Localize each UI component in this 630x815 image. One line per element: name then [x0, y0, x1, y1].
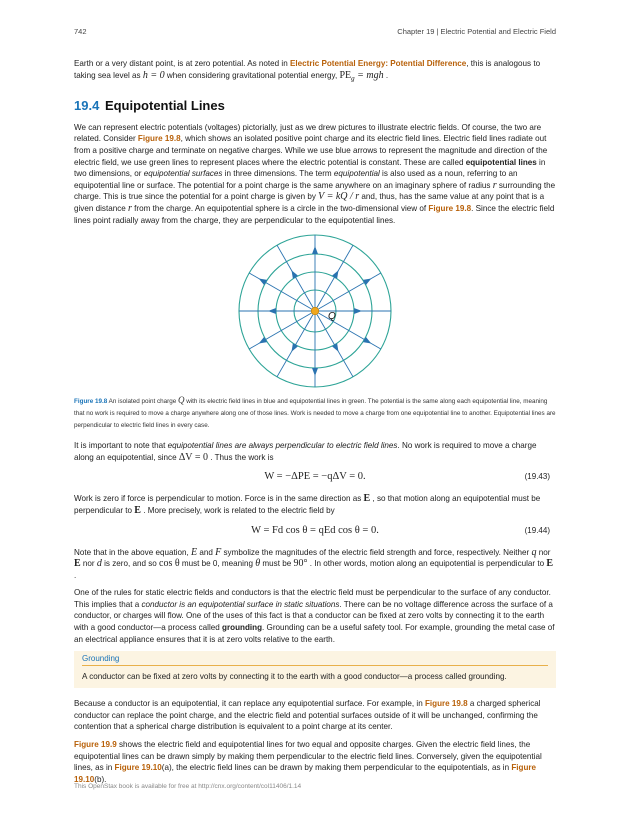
field-arrow — [312, 246, 318, 254]
point-charge — [311, 307, 319, 315]
note-body: A conductor can be fixed at zero volts by connecting it to the earth with a good conductor—a process called grounding. — [82, 672, 507, 682]
paragraph-equipotential-intro: We can represent electric potentials (voltages) pictorially, just as we drew pictures to illustrate electric fields. Of course, the two are related. Consider Figure 19.8, which shows an isolated positive point charge and its electric field lines. Electric field lines radiate out from a positive charge and terminate on negative charges. While we use blue arrows to represent the magnitude and direction of the electric field, we use green lines to represent places where the electric potential is constant. These are called equipotential lines in two dimensions, or equipotential surfaces in three dimensions. The term equipotential is also used as a noun, referring to an equipotential line or surface. The potential for a point charge is the same anywhere on an imaginary sphere of radius r surrounding the charge. This is true since the potential for a point charge is given by V = kQ / r and, thus, has the same value at any point that is a given distance r from the charge. An equipotential sphere is a circle in the two-dimensional view of Figure 19.8. Since the electric field lines point radially away from the charge, they are perpendicular to the equipotential lines. — [74, 122, 556, 225]
field-arrow — [259, 279, 267, 286]
chapter-title: Chapter 19 | Electric Potential and Electric Field — [397, 27, 556, 36]
figure-19-10-link[interactable]: Figure 19.10 — [74, 763, 537, 784]
figure-19-9-link[interactable]: Figure 19.9 — [74, 740, 117, 750]
potential-energy-link[interactable]: Electric Potential Energy: Potential Difference — [289, 59, 467, 68]
figure-19-8 — [74, 232, 556, 388]
equation-19-43 — [74, 469, 556, 487]
charge-label: Q — [328, 311, 336, 323]
figure-19-8-link[interactable]: Figure 19.8 — [137, 134, 181, 144]
equation-number: (19.43) — [524, 472, 550, 482]
paragraph-force-perpendicular: Work is zero if force is perpendicular to motion. Force is in the same direction as E , so that motion along an equipotential must be perpendicular to E . More precisely, work is related to the electric field by — [74, 493, 541, 516]
paragraph-work-zero: It is important to note that equipotential lines are always perpendicular to electric field lines. No work is required to move a charge along an equipotential, since ΔV = 0 . Thus the work is — [74, 441, 537, 463]
field-arrow — [259, 337, 267, 344]
figure-19-8-link[interactable]: Figure 19.8 — [428, 203, 472, 213]
field-arrow — [268, 308, 276, 314]
intro-paragraph: Earth or a very distant point, is at zero potential. As noted in Electric Potential Energy: Potential Difference, this is analogous to taking sea level as h = 0 when considering gravitational potential energy, $PE_g$ = mgh . — [74, 59, 541, 83]
figure-19-8-link[interactable]: Figure 19.8 — [424, 699, 468, 709]
field-arrow — [332, 343, 339, 351]
equation-number: (19.44) — [524, 525, 550, 535]
note-title: Grounding — [82, 654, 548, 666]
field-arrow — [292, 270, 299, 278]
section-heading: 19.4 Equipotential Lines — [74, 97, 225, 113]
figure-caption: Figure 19.8 An isolated point charge Q with its electric field lines in blue and equipotential lines in green. The potential is the same along each equipotential line, meaning that no work is required to move a charge anywhere along one of those lines. Work is needed to move a charge from one equipotential line to another. Equipotential lines are perpendicular to electric field lines in every case. — [74, 395, 556, 430]
equation-19-44 — [74, 523, 556, 541]
field-arrow — [292, 343, 299, 351]
grounding-note — [74, 651, 556, 688]
field-arrow — [363, 337, 371, 344]
field-arrow — [354, 308, 362, 314]
equation-expression: W = −ΔPE = −qΔV = 0. — [264, 471, 366, 483]
paragraph-two-charges: Figure 19.9 shows the electric field and equipotential lines for two equal and opposite charges. Given the electric field lines, the equipotential lines can be drawn simply by making them perpendicular to the electric field lines. Conversely, given the equipotential lines, as in Figure 19.10(a), the electric field lines can be drawn by making them perpendicular to the equipotentials, as in Figure 19.10(b). — [74, 740, 542, 784]
figure-19-10-link[interactable]: Figure 19.10 — [114, 763, 162, 773]
field-arrow — [363, 279, 371, 286]
paragraph-conductors: One of the rules for static electric fields and conductors is that the electric field must be perpendicular to the surface of any conductor. This implies that a conductor is an equipotential surface in static situations. There can be no voltage difference across the surface of a conductor, or charges will flow. One of the uses of this fact is that a conductor can be fixed at zero volts by connecting it to the earth with a good conductor—a process called grounding. Grounding can be a useful safety tool. For example, grounding the metal case of an electrical appliance ensures that it is at zero volts relative to the earth. — [74, 588, 555, 644]
point-charge-field-diagram — [236, 232, 394, 388]
page-body — [74, 58, 556, 791]
page-number: 742 — [74, 27, 87, 36]
field-arrow — [312, 368, 318, 376]
paragraph-conductor-replace: Because a conductor is an equipotential, it can replace any equipotential surface. For example, in Figure 19.8 a charged spherical conductor can replace the point charge, and the electric field and potential surfaces outside of it will be unchanged, confirming the contention that a spherical charge distribution is equivalent to a point charge at its center. — [74, 699, 541, 732]
paragraph-equation-note: Note that in the above equation, E and F symbolize the magnitudes of the electric field strength and force, respectively. Neither q nor E nor d is zero, and so cos θ must be 0, meaning θ must be 90° . In other words, motion along an equipotential is perpendicular to E . — [74, 546, 554, 580]
equation-expression: W = Fd cos θ = qEd cos θ = 0. — [251, 524, 379, 536]
footer-note: This OpenStax book is available for free at http://cnx.org/content/col11406/1.14 — [74, 783, 302, 790]
field-arrow — [332, 270, 339, 278]
